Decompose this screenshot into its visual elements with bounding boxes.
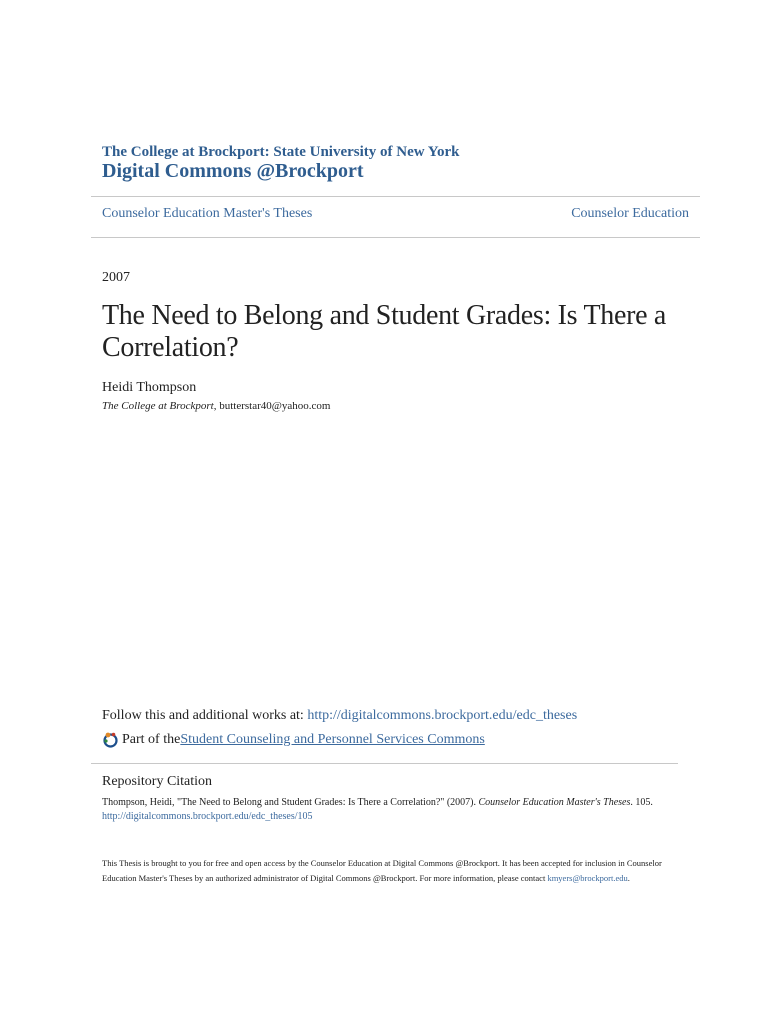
access-notice: [102, 856, 672, 886]
institution-name[interactable]: The College at Brockport: State University of New York: [102, 144, 460, 160]
follow-label: Follow this and additional works at:: [102, 708, 308, 723]
top-divider: [91, 196, 700, 197]
citation-number: . 105.: [630, 797, 653, 808]
series-link[interactable]: Counselor Education Master's Theses: [102, 206, 313, 221]
follow-line: [102, 708, 577, 724]
part-of-line: [102, 731, 485, 748]
part-of-label: Part of the: [122, 731, 181, 747]
contact-email-link[interactable]: kmyers@brockport.edu: [547, 873, 628, 883]
citation-text: Thompson, Heidi, "The Need to Belong and Student Grades: Is There a Correlation?" (2007).: [102, 797, 479, 808]
header-divider: [91, 237, 700, 238]
publication-year: 2007: [102, 270, 130, 285]
follow-url-link[interactable]: http://digitalcommons.brockport.edu/edc_theses: [307, 708, 578, 723]
author-email: , butterstar40@yahoo.com: [213, 400, 331, 412]
repository-name[interactable]: Digital Commons @Brockport: [102, 160, 364, 182]
citation-body: [102, 796, 702, 824]
access-notice-end: .: [627, 873, 630, 883]
citation-divider: [91, 763, 678, 764]
network-commons-icon: [102, 731, 119, 748]
affiliation-institution: The College at Brockport: [102, 400, 214, 412]
paper-title: The Need to Belong and Student Grades: Is There a Correlation?: [102, 300, 667, 363]
author-name: Heidi Thompson: [102, 380, 197, 395]
commons-link[interactable]: Student Counseling and Personnel Services Commons: [180, 731, 485, 747]
citation-url-link[interactable]: http://digitalcommons.brockport.edu/edc_theses/105: [102, 811, 313, 822]
access-notice-text: This Thesis is brought to you for free and open access by the Counselor Education at Digital Commons @Brockport. It has been accepted for inclusion in Counselor Education Master's Theses by an authorized administrator of Digital Commons @Brockport. For more information, please contact: [102, 858, 662, 883]
department-link[interactable]: Counselor Education: [571, 206, 689, 221]
citation-series: Counselor Education Master's Theses: [478, 797, 631, 808]
citation-heading: Repository Citation: [102, 774, 213, 789]
author-affiliation: [102, 400, 330, 412]
